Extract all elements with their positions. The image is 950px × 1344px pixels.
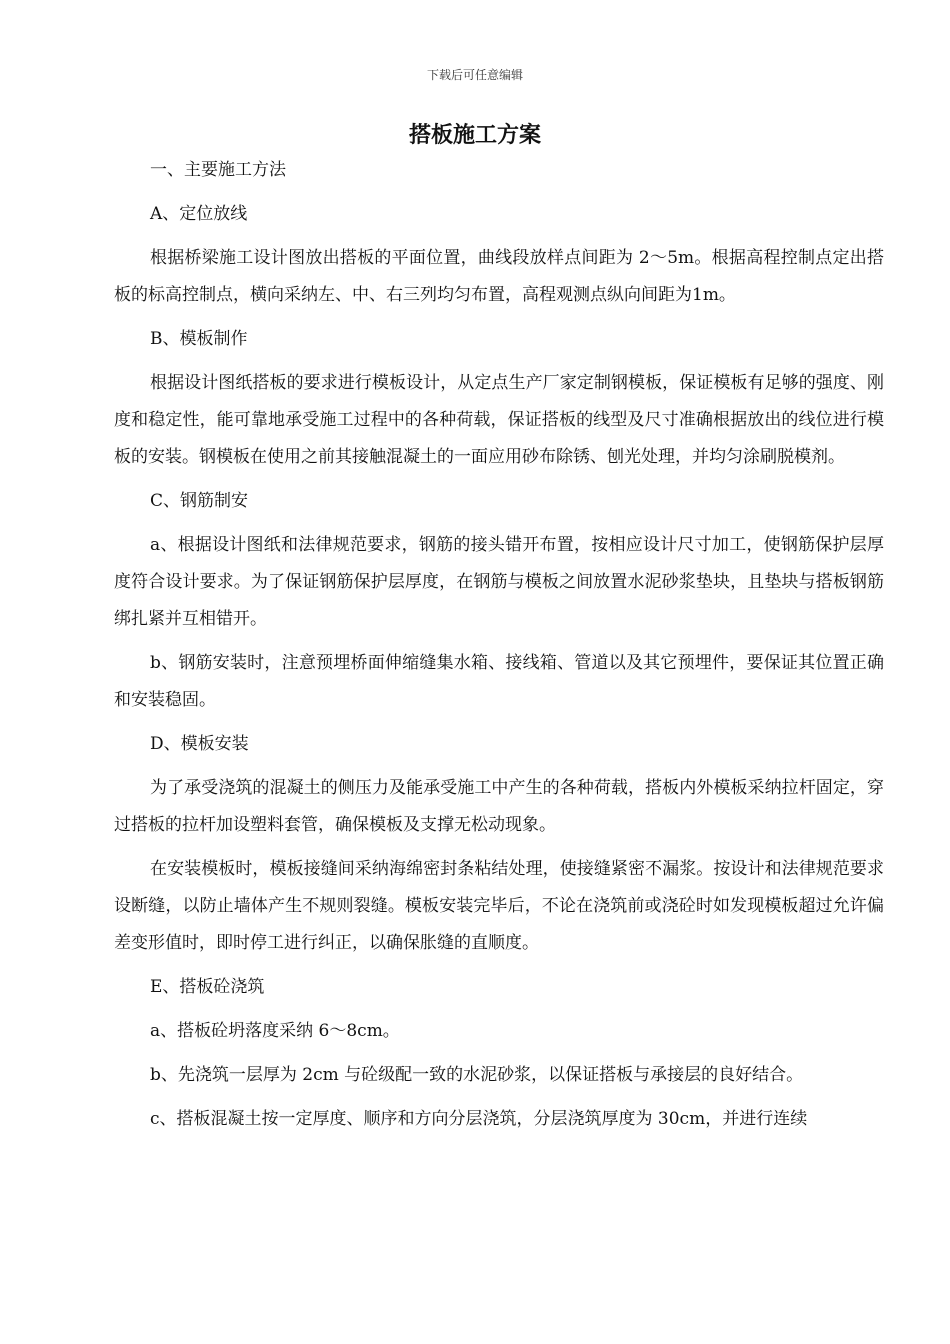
paragraph-rebar-a: a、根据设计图纸和法律规范要求，钢筋的接头错开布置，按相应设计尺寸加工，使钢筋保护层厚度符合设计要求。为了保证钢筋保护层厚度，在钢筋与模板之间放置水泥砂浆垫块，且垫块与搭板钢筋绑扎紧并互相错开。: [114, 535, 884, 629]
document-body: [114, 152, 884, 1145]
document-title: 搭板施工方案: [408, 123, 541, 148]
subsection-heading-positioning: A、定位放线: [150, 204, 248, 224]
subsection-heading-concrete-pouring: E、搭板砼浇筑: [150, 977, 265, 997]
section-heading-main-methods: 一、主要施工方法: [150, 160, 286, 180]
subsection-heading-rebar: C、钢筋制安: [150, 491, 249, 511]
paragraph-formwork-install-2: 在安装模板时，模板接缝间采纳海绵密封条粘结处理，使接缝紧密不漏浆。按设计和法律规范要求设断缝，以防止墙体产生不规则裂缝。模板安装完毕后，不论在浇筑前或浇砼时如发现模板超过允许偏差变形值时，即时停工进行纠正，以确保胀缝的直顺度。: [114, 859, 884, 953]
paragraph-concrete-c: c、搭板混凝土按一定厚度、顺序和方向分层浇筑，分层浇筑厚度为 30cm，并进行连续: [150, 1109, 808, 1129]
header-note: 下载后可任意编辑: [426, 68, 523, 82]
subsection-heading-formwork-making: B、模板制作: [150, 329, 248, 349]
subsection-heading-formwork-install: D、模板安装: [150, 734, 249, 754]
paragraph-formwork-making: 根据设计图纸搭板的要求进行模板设计，从定点生产厂家定制钢模板，保证模板有足够的强度、刚度和稳定性，能可靠地承受施工过程中的各种荷载，保证搭板的线型及尺寸准确根据放出的线位进行模板的安装。钢模板在使用之前其接触混凝土的一面应用砂布除锈、刨光处理，并均匀涂刷脱模剂。: [114, 373, 884, 467]
paragraph-positioning: 根据桥梁施工设计图放出搭板的平面位置，曲线段放样点间距为 2～5m。根据高程控制点定出搭板的标高控制点，横向采纳左、中、右三列均匀布置，高程观测点纵向间距为1m。: [114, 248, 884, 305]
paragraph-concrete-b: b、先浇筑一层厚为 2cm 与砼级配一致的水泥砂浆，以保证搭板与承接层的良好结合。: [150, 1065, 804, 1085]
paragraph-rebar-b: b、钢筋安装时，注意预埋桥面伸缩缝集水箱、接线箱、管道以及其它预埋件，要保证其位置正确和安装稳固。: [114, 653, 884, 710]
paragraph-concrete-a: a、搭板砼坍落度采纳 6～8cm。: [150, 1021, 400, 1041]
paragraph-formwork-install-1: 为了承受浇筑的混凝土的侧压力及能承受施工中产生的各种荷载，搭板内外模板采纳拉杆固定，穿过搭板的拉杆加设塑料套管，确保模板及支撑无松动现象。: [114, 778, 884, 835]
